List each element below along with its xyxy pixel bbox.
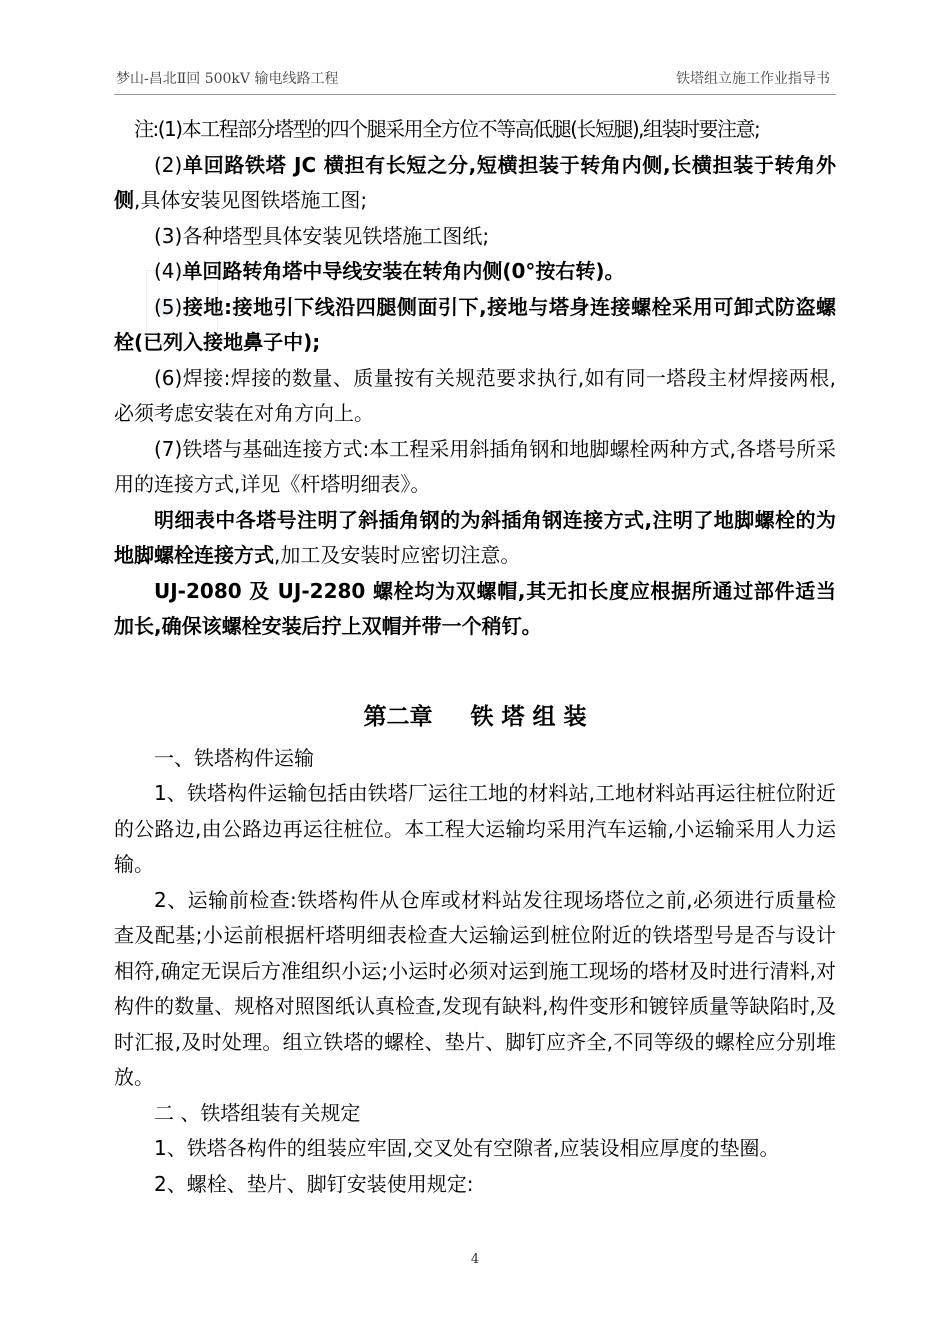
note-9-bold-text: UJ-2080 及 UJ-2280 螺栓均为双螺帽,其无扣长度应根据所通过部件适当加长,确保该螺栓安装后拧上双帽并带一个稍钉。 bbox=[114, 578, 836, 638]
section-1-heading: 一、铁塔构件运输 bbox=[154, 745, 314, 770]
note-4-number: (4) bbox=[154, 259, 183, 283]
section-1-paragraph-2: 2、运输前检查:铁塔构件从仓库或材料站发往现场塔位之前,必须进行质量检查及配基;小运前根据杆塔明细表检查大运输运到桩位附近的铁塔型号是否与设计相符,确定无误后方准组织小运;小运时必须对运到施工现场的塔材及时进行清料,对构件的数量、规格对照图纸认真检查,发现有缺料,构件变形和镀锌质量等缺陷时,及时汇报,及时处理。组立铁塔的螺栓、垫片、脚钉应齐全,不同等级的螺栓应分别堆放。 bbox=[114, 887, 836, 1089]
header-document-title: 铁塔组立施工作业指导书 bbox=[676, 71, 830, 87]
note-2-number: (2) bbox=[154, 152, 183, 177]
section-2-paragraph-2: 2、螺栓、垫片、脚钉安装使用规定: bbox=[154, 1171, 474, 1196]
note-4 bbox=[114, 254, 836, 290]
note-2-bold-text: 单回路铁塔 JC 横担有长短之分,短横担装于转角内侧,长横担装于转角外侧 bbox=[114, 152, 836, 212]
chapter-title: 铁 塔 组 装 bbox=[470, 703, 587, 730]
note-4-bold-text: 单回路转角塔中导线安装在转角内侧(0°按右转)。 bbox=[182, 259, 625, 283]
note-5-bold-text: 接地:接地引下线沿四腿侧面引下,接地与塔身连接螺栓采用可卸式防盗螺栓(已列入接地鼻子中); bbox=[114, 294, 836, 354]
page-content bbox=[114, 112, 836, 1202]
chapter-heading bbox=[114, 697, 836, 737]
note-5-number: (5) bbox=[154, 294, 183, 319]
chapter-number: 第二章 bbox=[363, 703, 433, 730]
page-number: 4 bbox=[470, 1252, 480, 1267]
header-project-name: 梦山-昌北Ⅱ回 500kV 输电线路工程 bbox=[116, 71, 339, 87]
note-8-rest: ,加工及安装时应密切注意。 bbox=[274, 543, 521, 567]
note-8-bold-text: 明细表中各塔号注明了斜插角钢的为斜插角钢连接方式,注明了地脚螺栓的为地脚螺栓连接方式 bbox=[114, 507, 836, 567]
note-1: 注:(1)本工程部分塔型的四个腿采用全方位不等高低腿(长短腿),组装时要注意; bbox=[134, 117, 760, 141]
note-2 bbox=[114, 148, 836, 219]
note-7: (7)铁塔与基础连接方式:本工程采用斜插角钢和地脚螺栓两种方式,各塔号所采用的连接方式,详见《杆塔明细表》。 bbox=[114, 436, 836, 496]
header-rule bbox=[114, 94, 836, 95]
note-3: (3)各种塔型具体安装见铁塔施工图纸; bbox=[154, 223, 490, 248]
section-2-heading: 二 、铁塔组装有关规定 bbox=[154, 1100, 361, 1125]
note-5 bbox=[114, 290, 836, 361]
section-1-paragraph-1: 1、铁塔构件运输包括由铁塔厂运往工地的材料站,工地材料站再运往桩位附近的公路边,由公路边再运往桩位。本工程大运输均采用汽车运输,小运输采用人力运输。 bbox=[114, 781, 836, 876]
note-9 bbox=[114, 574, 836, 645]
note-8 bbox=[114, 503, 836, 574]
note-6: (6)焊接:焊接的数量、质量按有关规范要求执行,如有同一塔段主材焊接两根,必须考虑安装在对角方向上。 bbox=[114, 365, 836, 425]
note-2-rest: ,具体安装见图铁塔施工图; bbox=[134, 188, 368, 212]
section-2-paragraph-1: 1、铁塔各构件的组装应牢固,交叉处有空隙者,应装设相应厚度的垫圈。 bbox=[154, 1136, 780, 1160]
